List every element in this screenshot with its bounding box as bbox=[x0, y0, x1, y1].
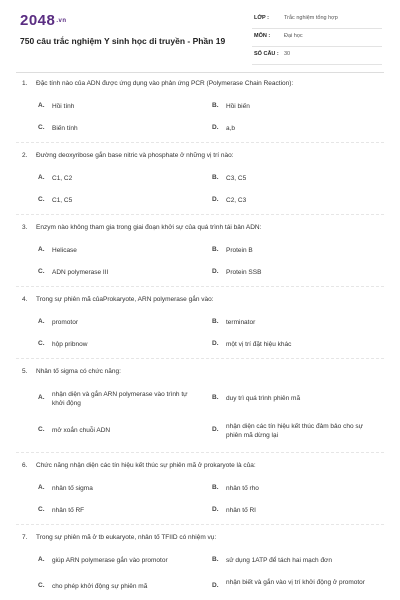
option-text: Biến tính bbox=[52, 125, 78, 132]
question-text bbox=[22, 152, 234, 159]
question-text bbox=[22, 296, 214, 303]
option-letter: D. bbox=[212, 582, 219, 589]
option-text: C1, C2 bbox=[52, 175, 73, 182]
option-text: C2, C3 bbox=[226, 197, 247, 204]
option-letter: D. bbox=[212, 268, 219, 275]
site-logo[interactable] bbox=[20, 12, 67, 29]
question-text bbox=[22, 462, 256, 469]
option-letter: A. bbox=[38, 318, 45, 325]
option-letter: B. bbox=[212, 318, 219, 325]
option-text: sử dụng 1ATP để tách hai mạch đơn bbox=[226, 557, 332, 564]
meta-value: Trắc nghiệm tổng hợp bbox=[284, 15, 338, 21]
option-text: C3, C5 bbox=[226, 175, 247, 182]
option-letter: D. bbox=[212, 340, 219, 347]
question-number: 1. bbox=[22, 80, 28, 87]
option-letter: C. bbox=[38, 426, 45, 433]
option-text: Hồi biến bbox=[226, 103, 250, 110]
option-text: Hồi tính bbox=[52, 103, 75, 110]
question-divider bbox=[16, 524, 384, 525]
question-stem: Nhân tố sigma có chức năng: bbox=[36, 368, 121, 375]
question-stem: Đường deoxyribose gắn base nitric và phosphate ở những vị trí nào: bbox=[36, 152, 234, 159]
option-letter: B. bbox=[212, 394, 219, 401]
option-letter: D. bbox=[212, 124, 219, 131]
question-number: 2. bbox=[22, 152, 28, 159]
question-stem: Enzym nào không tham gia trong giai đoạn khởi sự của quá trình tái bản ADN: bbox=[36, 224, 262, 231]
option-letter: A. bbox=[38, 174, 45, 181]
option-text: terminator bbox=[226, 319, 256, 326]
question-stem: Trong sự phiên mã ở tb eukaryote, nhân tố TFIID có nhiệm vụ: bbox=[36, 534, 217, 541]
option-text: nhân tố rho bbox=[226, 485, 259, 492]
question-stem: Đặc tính nào của ADN được ứng dụng vào phản ứng PCR (Polymerase Chain Reaction): bbox=[36, 80, 294, 87]
question-number: 5. bbox=[22, 368, 28, 375]
question-divider bbox=[16, 358, 384, 359]
question-divider bbox=[16, 452, 384, 453]
option-text: nhận biết và gắn vào vị trí khởi động ở promotor bbox=[226, 579, 365, 586]
option-text: C1, C5 bbox=[52, 197, 73, 204]
meta-row-subject bbox=[252, 30, 382, 47]
option-text: nhân tố sigma bbox=[52, 485, 93, 492]
option-text: Helicase bbox=[52, 247, 77, 254]
logo-text: 2048 bbox=[20, 12, 56, 29]
option-text: nhận diện các tín hiệu kết thúc đảm bảo cho sự phiên mã dừng lại bbox=[226, 423, 363, 439]
question-divider bbox=[16, 214, 384, 215]
question-text bbox=[22, 80, 293, 87]
option-letter: C. bbox=[38, 582, 45, 589]
option-letter: D. bbox=[212, 506, 219, 513]
option-text: mở xoắn chuỗi ADN bbox=[52, 427, 111, 434]
option-letter: C. bbox=[38, 196, 45, 203]
option-letter: A. bbox=[38, 484, 45, 491]
question-text bbox=[22, 534, 216, 541]
question-stem: Chức năng nhận diện các tín hiệu kết thúc sự phiên mã ở prokaryote là của: bbox=[36, 462, 256, 469]
option-text: cho phép khởi động sự phiên mã bbox=[52, 583, 148, 590]
option-letter: D. bbox=[212, 426, 219, 433]
option-text: Protein B bbox=[226, 247, 253, 254]
page-title: 750 câu trắc nghiệm Y sinh học di truyền - Phần 19 bbox=[20, 36, 226, 46]
option-letter: C. bbox=[38, 506, 45, 513]
question-text bbox=[22, 224, 261, 231]
option-text: ADN polymerase III bbox=[52, 269, 109, 276]
option-letter: B. bbox=[212, 246, 219, 253]
option-letter: D. bbox=[212, 196, 219, 203]
logo-domain: .vn bbox=[56, 18, 67, 25]
option-text: nhân tố RI bbox=[226, 507, 256, 514]
meta-row-count bbox=[252, 48, 382, 65]
question-stem: Trong sự phiên mã củaProkaryote, ARN polymerase gắn vào: bbox=[36, 296, 214, 303]
option-text: nhân tố RF bbox=[52, 507, 85, 514]
option-letter: A. bbox=[38, 246, 45, 253]
option-letter: A. bbox=[38, 102, 45, 109]
question-number: 6. bbox=[22, 462, 28, 469]
option-text: a,b bbox=[226, 125, 236, 132]
option-text: giúp ARN polymerase gắn vào promotor bbox=[52, 557, 168, 564]
header-divider bbox=[16, 72, 384, 73]
option-text: Protein SSB bbox=[226, 269, 262, 276]
option-letter: C. bbox=[38, 340, 45, 347]
option-letter: B. bbox=[212, 556, 219, 563]
meta-info bbox=[252, 12, 382, 66]
meta-label: SỐ CÂU : bbox=[254, 51, 279, 57]
question-number: 3. bbox=[22, 224, 28, 231]
question-number: 7. bbox=[22, 534, 28, 541]
option-letter: A. bbox=[38, 556, 45, 563]
question-text bbox=[22, 368, 121, 375]
meta-row-class bbox=[252, 12, 382, 29]
meta-value: 30 bbox=[284, 51, 291, 57]
option-letter: C. bbox=[38, 268, 45, 275]
option-text: một vị trí đặt hiệu khác bbox=[226, 341, 292, 348]
option-text: promotor bbox=[52, 319, 79, 326]
option-letter: B. bbox=[212, 484, 219, 491]
option-text: duy trì quá trình phiên mã bbox=[226, 395, 301, 402]
option-letter: B. bbox=[212, 174, 219, 181]
meta-label: MÔN : bbox=[254, 33, 271, 39]
question-number: 4. bbox=[22, 296, 28, 303]
option-letter: B. bbox=[212, 102, 219, 109]
meta-value: Đại học bbox=[284, 33, 303, 39]
option-text: nhận diện và gắn ARN polymerase vào trình tự khởi động bbox=[52, 391, 188, 407]
question-divider bbox=[16, 142, 384, 143]
page-header bbox=[0, 0, 400, 70]
question-divider bbox=[16, 286, 384, 287]
option-text: hộp pribnow bbox=[52, 341, 88, 348]
option-letter: A. bbox=[38, 394, 45, 401]
option-letter: C. bbox=[38, 124, 45, 131]
meta-label: LỚP : bbox=[254, 15, 269, 21]
